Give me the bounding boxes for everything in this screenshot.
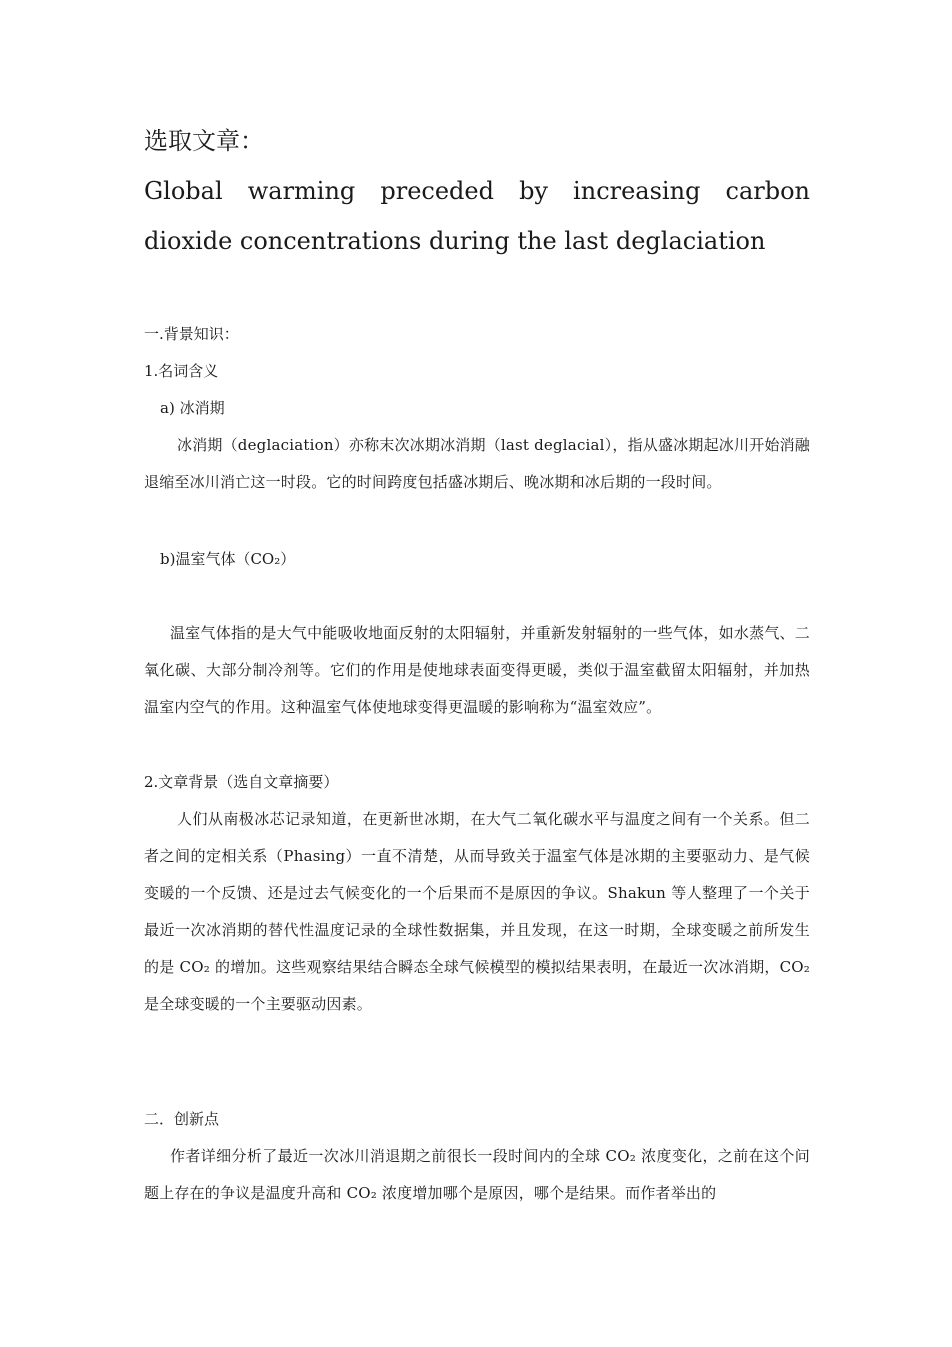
sub1-heading: 1.名词含义	[144, 362, 219, 380]
section2-heading: 二．创新点	[144, 1110, 220, 1128]
item-b-heading: b)温室气体（CO₂）	[160, 550, 296, 568]
section1-heading: 一.背景知识：	[144, 325, 239, 343]
item-a-heading: a) 冰消期	[160, 399, 225, 417]
sub2-paragraph: 人们从南极冰芯记录知道，在更新世冰期，在大气二氧化碳水平与温度之间有一个关系。但二者之间的定相关系（Phasing）一直不清楚，从而导致关于温室气体是冰期的主要驱动力、是气候变暖的一个反馈、还是过去气候变化的一个后果而不是原因的争议。Shakun 等人整理了一个关于最近一次冰消期的替代性温度记录的全球性数据集，并且发现，在这一时期，全球变暖之前所发生的是 CO₂ 的增加。这些观察结果结合瞬态全球气候模型的模拟结果表明，在最近一次冰消期，CO₂ 是全球变暖的一个主要驱动因素。	[144, 810, 810, 1013]
sub2-heading: 2.文章背景（选自文章摘要）	[144, 773, 339, 791]
label-title: 选取文章：	[144, 127, 264, 155]
article-title: Global warming preceded by increasing carbon dioxide concentrations during the last deglaciation	[144, 177, 810, 255]
item-a-paragraph: 冰消期（deglaciation）亦称末次冰期冰消期（last deglacial），指从盛冰期起冰川开始消融退缩至冰川消亡这一时段。它的时间跨度包括盛冰期后、晚冰期和冰后期的一段时间。	[144, 436, 810, 491]
item-b-paragraph: 温室气体指的是大气中能吸收地面反射的太阳辐射，并重新发射辐射的一些气体，如水蒸气、二氧化碳、大部分制冷剂等。它们的作用是使地球表面变得更暖，类似于温室截留太阳辐射，并加热温室内空气的作用。这种温室气体使地球变得更温暖的影响称为“温室效应”。	[144, 624, 810, 716]
section2-paragraph: 作者详细分析了最近一次冰川消退期之前很长一段时间内的全球 CO₂ 浓度变化，之前在这个问题上存在的争议是温度升高和 CO₂ 浓度增加哪个是原因，哪个是结果。而作者举出的	[144, 1147, 810, 1202]
